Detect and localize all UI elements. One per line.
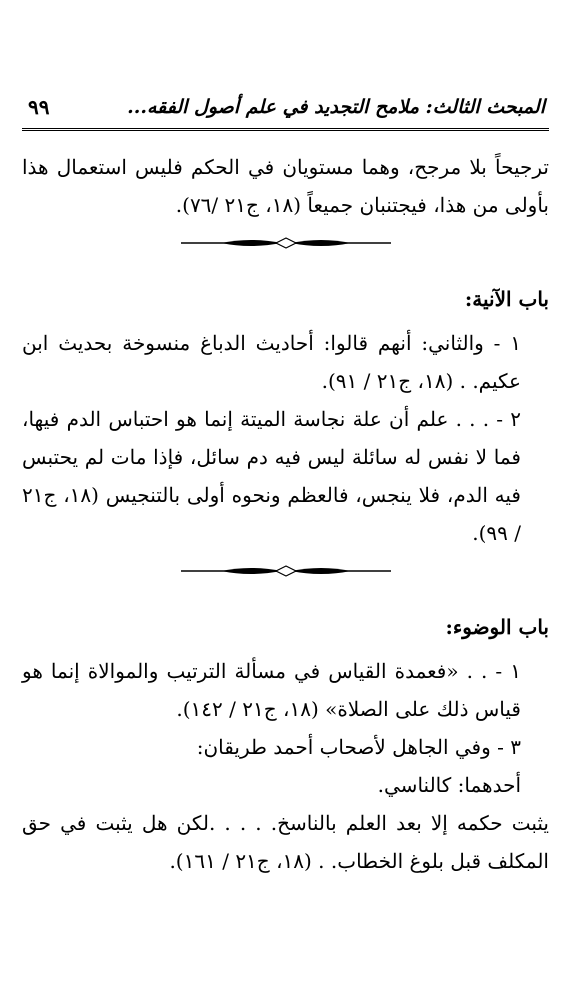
running-title: المبحث الثالث: ملامح التجديد في علم أصول الفقه... bbox=[127, 96, 545, 118]
page-header bbox=[22, 92, 549, 131]
ablution-item-3: ٣ - وفي الجاهل لأصحاب أحمد طريقان: bbox=[196, 735, 521, 759]
ablution-item-1: ١ - . . «فعمدة القياس في مسألة الترتيب والموالاة إنما هو قياس ذلك على الصلاة» (١٨، ج٢١ / ١٤٢). bbox=[22, 659, 521, 721]
page-number: ٩٩ bbox=[28, 95, 50, 119]
section-divider-ornament bbox=[181, 564, 391, 578]
intro-paragraph: ترجيحاً بلا مرجح، وهما مستويان في الحكم فليس استعمال هذا بأولى من هذا، فيجتنبان جميعاً (١٨، ج٢١ /٧٦). bbox=[22, 155, 549, 217]
ablution-first-view: أحدهما: كالناسي. bbox=[377, 773, 521, 797]
page-content bbox=[22, 148, 549, 880]
section-divider-ornament bbox=[181, 236, 391, 250]
vessels-item-2: ٢ - . . . علم أن علة نجاسة الميتة إنما هو احتباس الدم فيها، فما لا نفس له سائلة ليس فيه دم سائل، فإذا مات لم يحتبس فيه الدم، فلا ينجس، فالعظم ونحوه أولى بالتنجيس (١٨، ج٢١ / ٩٩). bbox=[22, 407, 521, 545]
vessels-item-1: ١ - والثاني: أنهم قالوا: أحاديث الدباغ منسوخة بحديث ابن عكيم. . (١٨، ج٢١ / ٩١). bbox=[22, 331, 521, 393]
ablution-conclusion: يثبت حكمه إلا بعد العلم بالناسخ. . . . .لكن هل يثبت في حق المكلف قبل بلوغ الخطاب. . (١٨، ج٢١ / ١٦١). bbox=[22, 811, 549, 873]
section-heading-ablution: باب الوضوء: bbox=[445, 615, 549, 639]
section-heading-vessels: باب الآنية: bbox=[464, 287, 549, 311]
